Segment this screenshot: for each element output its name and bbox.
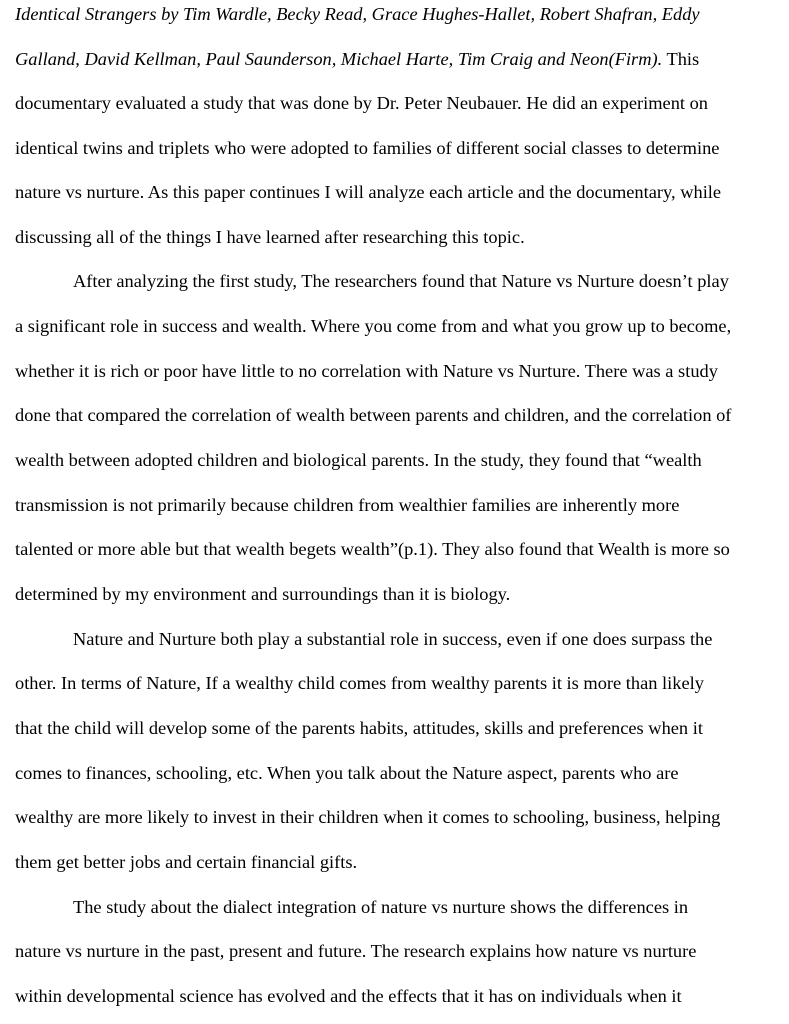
text-line: wealthy are more likely to invest in their children when it comes to schooling, business, helping [15, 807, 721, 827]
text-line [15, 47, 699, 71]
text-line: that the child will develop some of the parents habits, attitudes, skills and preferences when it [15, 718, 703, 738]
text-line: other. In terms of Nature, If a wealthy child comes from wealthy parents it is more than likely [15, 673, 704, 693]
text-line: discussing all of the things I have learned after researching this topic. [15, 227, 525, 247]
text-line: comes to finances, schooling, etc. When you talk about the Nature aspect, parents who are [15, 763, 679, 783]
text-line: determined by my environment and surroundings than it is biology. [15, 584, 511, 604]
text-line [15, 2, 700, 26]
text-span: This [662, 49, 700, 69]
text-line: documentary evaluated a study that was done by Dr. Peter Neubauer. He did an experiment on [15, 93, 709, 113]
paragraph-first-line: Nature and Nurture both play a substantial role in success, even if one does surpass the [73, 629, 713, 649]
text-line: transmission is not primarily because children from wealthier families are inherently more [15, 495, 680, 515]
text-line: a significant role in success and wealth. Where you come from and what you grow up to become, [15, 316, 732, 336]
paragraph-first-line: After analyzing the first study, The researchers found that Nature vs Nurture doesn’t play [73, 271, 729, 291]
text-line: within developmental science has evolved and the effects that it has on individuals when it [15, 986, 682, 1006]
paragraph-first-line: The study about the dialect integration of nature vs nurture shows the differences in [73, 897, 689, 917]
citation-italic: Galland, David Kellman, Paul Saunderson, Michael Harte, Tim Craig and Neon(Firm). [15, 49, 663, 69]
text-line: talented or more able but that wealth begets wealth”(p.1). They also found that Wealth is more so [15, 539, 730, 559]
citation-italic: Identical Strangers by Tim Wardle, Becky Read, Grace Hughes-Hallet, Robert Shafran, Eddy [15, 4, 700, 24]
text-line: done that compared the correlation of wealth between parents and children, and the correlation of [15, 405, 732, 425]
text-line: nature vs nurture in the past, present and future. The research explains how nature vs nurture [15, 941, 697, 961]
text-line: wealth between adopted children and biological parents. In the study, they found that “wealth [15, 450, 702, 470]
text-line: identical twins and triplets who were adopted to families of different social classes to determine [15, 138, 720, 158]
text-line: nature vs nurture. As this paper continues I will analyze each article and the documentary, while [15, 182, 722, 202]
text-line: whether it is rich or poor have little to no correlation with Nature vs Nurture. There was a study [15, 361, 718, 381]
text-line: them get better jobs and certain financial gifts. [15, 852, 358, 872]
